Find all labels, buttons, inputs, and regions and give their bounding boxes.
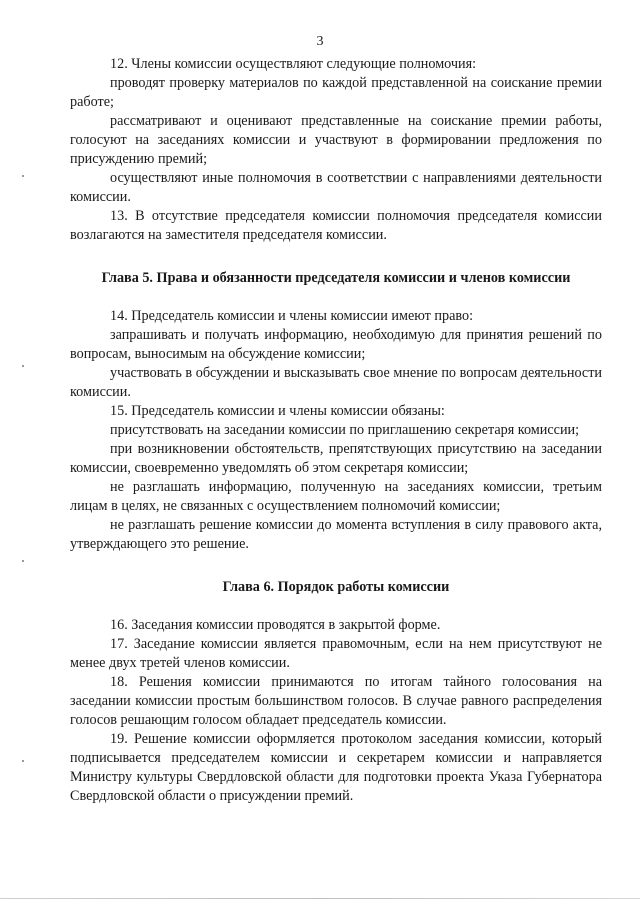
document-body [70,55,602,806]
paragraph-12-item-3: осуществляют иные полномочия в соответствии с направлениями деятельности комиссии. [70,170,602,205]
paragraph-16: 16. Заседания комиссии проводятся в закрытой форме. [110,617,441,633]
chapter-5-heading: Глава 5. Права и обязанности председателя комиссии и членов комиссии [101,270,571,286]
paragraph-19: 19. Решение комиссии оформляется протоколом заседания комиссии, который подписывается председателем комиссии и секретарем комиссии и направляется Министру культуры Свердловской области для подготовки проекта Указа Губернатора Свердловской области о присуждении премий. [70,731,602,804]
scan-edge-line [0,898,640,899]
paragraph-12-intro: 12. Члены комиссии осуществляют следующие полномочия: [110,56,477,72]
spacer [70,288,602,307]
paragraph-15-item-2: при возникновении обстоятельств, препятствующих присутствию на заседании комиссии, своевременно уведомлять об этом секретаря комиссии; [70,441,602,476]
paragraph-14-item-2: участвовать в обсуждении и высказывать свое мнение по вопросам деятельности комиссии. [70,365,602,400]
paragraph-18: 18. Решения комиссии принимаются по итогам тайного голосования на заседании комиссии простым большинством голосов. В случае равного распределения голосов решающим голосом обладает председатель комиссии. [70,674,602,728]
scan-mark [22,175,24,177]
paragraph-15-intro: 15. Председатель комиссии и члены комиссии обязаны: [110,403,445,419]
paragraph-13: 13. В отсутствие председателя комиссии полномочия председателя комиссии возлагаются на заместителя председателя комиссии. [70,208,602,243]
paragraph-14-item-1: запрашивать и получать информацию, необходимую для принятия решений по вопросам, выносимым на обсуждение комиссии; [70,327,602,362]
paragraph-15-item-3: не разглашать информацию, полученную на заседаниях комиссии, третьим лицам в целях, не связанных с осуществлением полномочий комиссии; [70,479,602,514]
chapter-6-heading: Глава 6. Порядок работы комиссии [222,579,450,595]
scan-mark [22,365,24,367]
scan-mark [22,760,24,762]
paragraph-15-item-4: не разглашать решение комиссии до момента вступления в силу правового акта, утверждающего это решение. [70,517,602,552]
paragraph-12-item-1: проводят проверку материалов по каждой представленной на соискание премии работе; [70,75,602,110]
paragraph-12-item-2: рассматривают и оценивают представленные на соискание премии работы, голосуют на заседаниях комиссии и участвуют в формировании предложения по присуждению премий; [70,113,602,167]
spacer [70,597,602,616]
spacer [70,245,602,269]
scan-mark [22,560,24,562]
spacer [70,554,602,578]
paragraph-14-intro: 14. Председатель комиссии и члены комиссии имеют право: [110,308,474,324]
paragraph-15-item-1: присутствовать на заседании комиссии по приглашению секретаря комиссии; [110,422,580,438]
page-number: 3 [316,34,324,49]
paragraph-17: 17. Заседание комиссии является правомочным, если на нем присутствуют не менее двух третей членов комиссии. [70,636,602,671]
